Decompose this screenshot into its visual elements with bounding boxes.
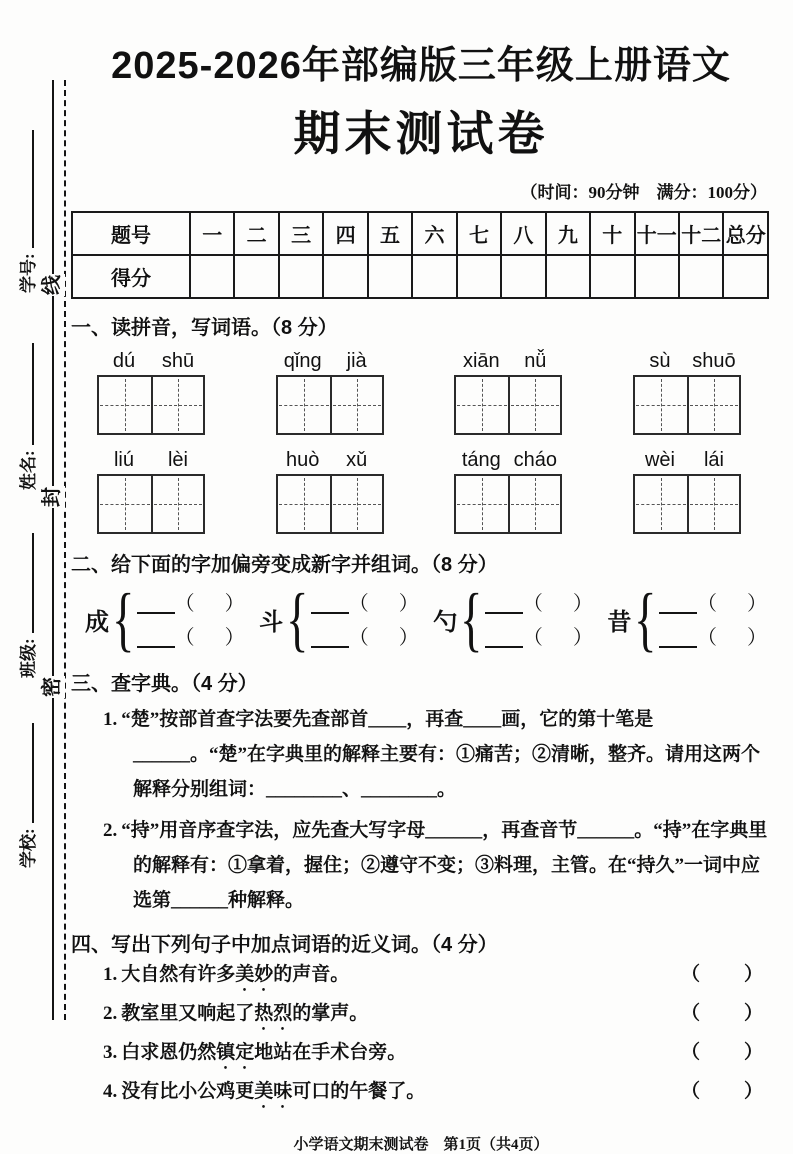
score-cell: [234, 255, 278, 298]
pinyin-syllable: liú: [113, 449, 134, 471]
answer-bracket: （ ）: [680, 964, 765, 985]
student-id-label: 学号:: [19, 253, 38, 293]
radical-exercise: [85, 579, 767, 659]
score-col-2: 二: [234, 212, 278, 255]
pinyin-syllable: jià: [346, 350, 367, 372]
pinyin-row-1: [97, 350, 741, 435]
score-table-score-row: [72, 255, 768, 298]
sentence-pre: 白求恩仍然: [121, 1042, 217, 1063]
open-paren: （: [174, 593, 195, 615]
score-cell: [412, 255, 456, 298]
writing-grid: [276, 474, 384, 534]
score-cell: [723, 255, 768, 298]
sentence-pre: 教室里又响起了: [121, 1003, 255, 1024]
pinyin-labels: [454, 449, 562, 472]
answer-blank: [485, 596, 523, 614]
sentence-post: 的声音。: [273, 964, 350, 985]
pinyin-syllable: lèi: [167, 449, 188, 471]
pinyin-group: [97, 350, 205, 435]
grid-cell: [278, 476, 330, 532]
base-character: 斗: [259, 609, 284, 636]
score-cell: [590, 255, 634, 298]
answer-row: [659, 594, 767, 614]
brace-unit: [607, 579, 767, 659]
close-paren: ）: [398, 593, 419, 615]
score-cell: [279, 255, 323, 298]
brace-unit: [259, 579, 419, 659]
exam-title-line1: 2025-2026年部编版三年级上册语文: [111, 45, 731, 87]
close-paren: ）: [398, 627, 419, 649]
writing-grid: [276, 375, 384, 435]
pinyin-group: [454, 350, 562, 435]
seal-solid-line: [52, 80, 54, 1020]
synonym-question-3: [71, 1035, 771, 1074]
base-character: 勺: [433, 609, 458, 636]
emphasized-word: 热烈: [254, 1003, 293, 1024]
question-text: “持”用音序查字法，应先查大写字母______，再查音节______。“持”在字典里的解释有：①拿着，握住；②遵守不变；③料理，主管。在“持久”一词中应选第______种解释。: [121, 820, 768, 911]
writing-grid: [454, 474, 562, 534]
school-field: [17, 683, 41, 868]
pinyin-syllable: nǚ: [524, 350, 547, 372]
page-footer: 小学语文期末测试卷 第1页（共4页）: [293, 1137, 549, 1153]
sentence: [103, 1035, 406, 1074]
answer-bracket: （ ）: [680, 1081, 765, 1102]
base-character: 昔: [607, 609, 632, 636]
score-table: [71, 211, 769, 299]
section3-heading: 三、查字典。（4 分）: [71, 673, 258, 695]
close-paren: ）: [224, 627, 245, 649]
score-col-4: 四: [323, 212, 367, 255]
sentence: [103, 996, 368, 1035]
answer-blank: [311, 630, 349, 648]
answer-rows: [137, 590, 245, 648]
pinyin-syllable: cháo: [513, 449, 557, 471]
score-cell: [679, 255, 723, 298]
grid-cell: [635, 377, 687, 433]
grid-cell: [508, 476, 560, 532]
school-label: 学校:: [19, 828, 38, 868]
seal-char-feng: 封: [41, 487, 63, 507]
score-cell: [457, 255, 501, 298]
answer-row: [311, 594, 419, 614]
pinyin-row-2: [97, 449, 741, 534]
grid-cell: [456, 377, 508, 433]
close-paren: ）: [746, 593, 767, 615]
score-cell: [323, 255, 367, 298]
pinyin-group: [633, 350, 741, 435]
pinyin-syllable: sù: [649, 350, 671, 372]
score-col-10: 十: [590, 212, 634, 255]
score-cell: [190, 255, 234, 298]
answer-row: [137, 594, 245, 614]
exam-title-line2: 期末测试卷: [293, 107, 549, 160]
writing-grid: [633, 474, 741, 534]
student-id-field: [17, 88, 41, 293]
question-number: 1.: [103, 709, 118, 730]
answer-blank: [659, 630, 697, 648]
pinyin-labels: [454, 350, 562, 373]
question-number: 1.: [103, 964, 118, 985]
answer-blank: [311, 596, 349, 614]
sentence-pre: 没有比小公鸡更: [121, 1081, 255, 1102]
score-cell: [368, 255, 412, 298]
seal-char-xian: 线: [41, 275, 63, 295]
open-paren: （: [522, 627, 543, 649]
base-character: 成: [85, 609, 109, 636]
grid-cell: [151, 476, 203, 532]
score-col-1: 一: [190, 212, 234, 255]
score-col-5: 五: [368, 212, 412, 255]
score-col-12: 十二: [679, 212, 723, 255]
question-text: “楚”按部首查字法要先查部首____，再查____画，它的第十笔是______。“楚”在字典里的解释主要有：①痛苦；②清晰，整齐。请用这两个解释分别组词：________、________。: [121, 709, 761, 800]
pinyin-syllable: shū: [161, 350, 195, 372]
score-col-6: 六: [412, 212, 456, 255]
answer-rows: [311, 590, 419, 648]
open-paren: （: [348, 627, 369, 649]
pinyin-syllable: qǐng: [283, 350, 322, 372]
pinyin-labels: [276, 449, 384, 472]
brace-unit: [433, 579, 593, 659]
sentence: [103, 1074, 425, 1113]
synonym-question-2: [71, 996, 771, 1035]
score-cell: [635, 255, 679, 298]
score-col-8: 八: [501, 212, 545, 255]
open-paren: （: [174, 627, 195, 649]
brace-glyph: {: [286, 579, 309, 659]
pinyin-syllable: táng: [461, 449, 501, 471]
answer-bracket: （ ）: [680, 1003, 765, 1024]
writing-grid: [97, 474, 205, 534]
exam-page: [71, 0, 771, 1154]
grid-cell: [508, 377, 560, 433]
pinyin-labels: [97, 350, 205, 373]
pinyin-exercise: [97, 350, 741, 534]
close-paren: ）: [572, 593, 593, 615]
score-cell: [546, 255, 590, 298]
answer-rows: [659, 590, 767, 648]
pinyin-group: [633, 449, 741, 534]
writing-grid: [97, 375, 205, 435]
open-paren: （: [522, 593, 543, 615]
score-table-header-row: [72, 212, 768, 255]
grid-cell: [456, 476, 508, 532]
grid-cell: [99, 476, 151, 532]
pinyin-labels: [633, 449, 741, 472]
score-col-11: 十一: [635, 212, 679, 255]
emphasized-word: 美味: [254, 1081, 293, 1102]
score-table-score-label: 得分: [72, 255, 190, 298]
pinyin-group: [454, 449, 562, 534]
open-paren: （: [696, 593, 717, 615]
answer-blank: [485, 630, 523, 648]
class-label: 班级:: [19, 638, 38, 678]
grid-cell: [635, 476, 687, 532]
answer-blank: [137, 630, 175, 648]
dictionary-question-1: [71, 702, 771, 807]
seal-char-mi: 密: [41, 677, 63, 697]
answer-row: [485, 594, 593, 614]
brace-unit: [85, 579, 245, 659]
synonym-question-1: [71, 957, 771, 996]
pinyin-syllable: huò: [285, 449, 320, 471]
exam-time-score-meta: （时间：90分钟 满分：100分）: [520, 183, 767, 202]
answer-blank: [137, 596, 175, 614]
grid-cell: [330, 377, 382, 433]
sentence-post: 的掌声。: [292, 1003, 369, 1024]
question-number: 4.: [103, 1081, 118, 1102]
pinyin-syllable: xǔ: [346, 449, 368, 471]
question-number: 2.: [103, 1003, 118, 1024]
emphasized-word: 美妙: [235, 964, 274, 985]
brace-glyph: {: [460, 579, 483, 659]
pinyin-group: [97, 449, 205, 534]
grid-cell: [330, 476, 382, 532]
section2-heading: 二、给下面的字加偏旁变成新字并组词。（8 分）: [71, 554, 498, 576]
answer-row: [485, 628, 593, 648]
score-col-3: 三: [279, 212, 323, 255]
pinyin-group: [276, 449, 384, 534]
grid-cell: [278, 377, 330, 433]
grid-cell: [687, 476, 739, 532]
dictionary-question-2: [71, 813, 771, 918]
seal-dashed-line: [64, 80, 66, 1020]
synonym-question-4: [71, 1074, 771, 1113]
pinyin-syllable: wèi: [644, 449, 675, 471]
sentence-pre: 大自然有许多: [121, 964, 236, 985]
score-col-7: 七: [457, 212, 501, 255]
score-cell: [501, 255, 545, 298]
grid-cell: [99, 377, 151, 433]
grid-cell: [687, 377, 739, 433]
student-name-field: [17, 302, 41, 490]
section4-heading: 四、写出下列句子中加点词语的近义词。（4 分）: [71, 934, 498, 956]
score-table-question-label: 题号: [72, 212, 190, 255]
student-name-label: 姓名:: [19, 450, 38, 490]
pinyin-syllable: shuō: [692, 350, 736, 372]
section1-heading: 一、读拼音，写词语。（8 分）: [71, 317, 338, 339]
pinyin-syllable: xiān: [462, 350, 500, 372]
answer-bracket: （ ）: [680, 1042, 765, 1063]
writing-grid: [454, 375, 562, 435]
brace-glyph: {: [112, 579, 135, 659]
answer-row: [137, 628, 245, 648]
brace-glyph: {: [634, 579, 657, 659]
score-col-9: 九: [546, 212, 590, 255]
open-paren: （: [696, 627, 717, 649]
score-col-total: 总分: [723, 212, 768, 255]
close-paren: ）: [572, 627, 593, 649]
pinyin-labels: [633, 350, 741, 373]
class-field: [17, 493, 41, 678]
answer-rows: [485, 590, 593, 648]
school-blank: [18, 723, 34, 823]
close-paren: ）: [224, 593, 245, 615]
class-blank: [18, 533, 34, 633]
writing-grid: [633, 375, 741, 435]
grid-cell: [151, 377, 203, 433]
sentence: [103, 957, 349, 996]
emphasized-word: 镇定: [216, 1042, 255, 1063]
student-id-blank: [18, 130, 34, 248]
question-number: 3.: [103, 1042, 118, 1063]
pinyin-labels: [276, 350, 384, 373]
pinyin-labels: [97, 449, 205, 472]
open-paren: （: [348, 593, 369, 615]
question-number: 2.: [103, 820, 118, 841]
sentence-post: 可口的午餐了。: [292, 1081, 426, 1102]
pinyin-syllable: lái: [703, 449, 724, 471]
answer-row: [659, 628, 767, 648]
pinyin-group: [276, 350, 384, 435]
student-name-blank: [18, 343, 34, 445]
answer-row: [311, 628, 419, 648]
answer-blank: [659, 596, 697, 614]
sentence-post: 地站在手术台旁。: [254, 1042, 407, 1063]
close-paren: ）: [746, 627, 767, 649]
pinyin-syllable: dú: [112, 350, 136, 372]
